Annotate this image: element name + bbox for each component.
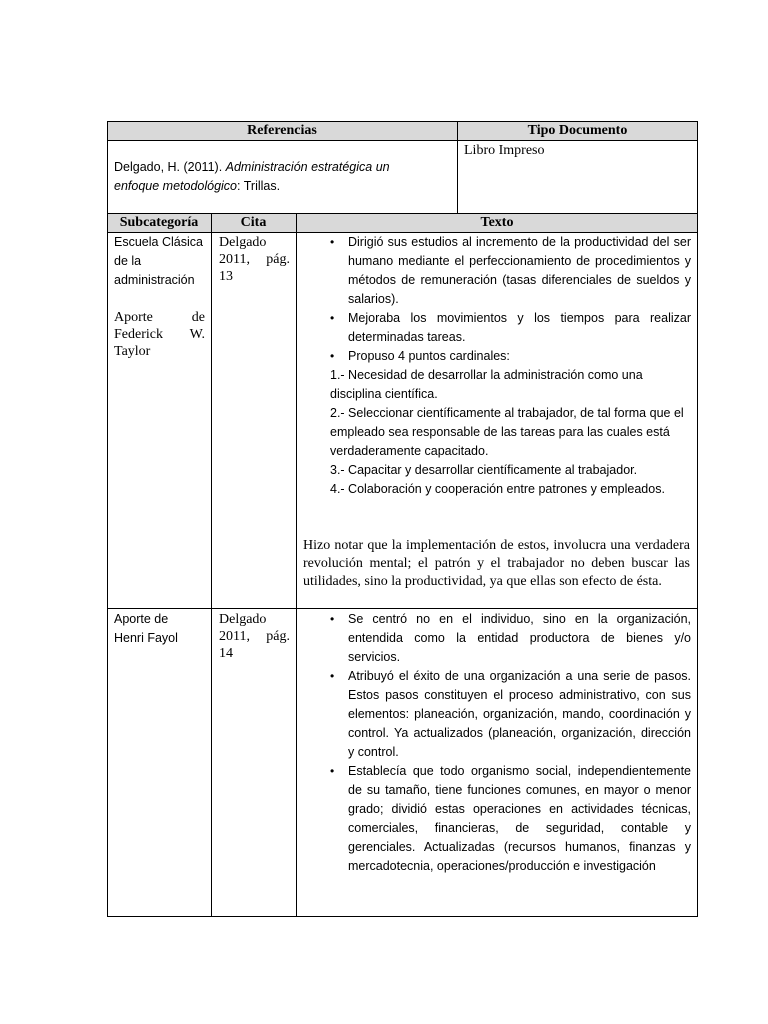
numbered-point: 3.- Capacitar y desarrollar científicamente al trabajador. [330, 463, 638, 477]
aporte-word: W. [189, 327, 205, 342]
list-item: • Propuso 4 puntos cardinales: [302, 347, 691, 366]
tipo-documento-header: Tipo Documento [527, 123, 628, 138]
cita-header: Cita [240, 215, 267, 230]
row-divider [107, 608, 698, 609]
bullet-icon: • [330, 764, 335, 778]
column-divider-2 [296, 213, 297, 917]
list-item: • Atribuyó el éxito de una organización a una serie de pasos. Estos pasos constituyen el proceso administrativo, con sus elementos: planeación, organización, mando, coordinación y control. Ya actualizados (planeación, organización, dirección y control. [330, 669, 691, 759]
numbered-point: 4.- Colaboración y cooperación entre patrones y empleados. [330, 482, 665, 496]
bullet-icon: • [330, 311, 335, 325]
subcategory-line: Escuela Clásica [114, 235, 203, 249]
bullet-icon: • [330, 235, 335, 249]
row1-cita [219, 234, 290, 285]
row1-text [302, 233, 691, 499]
reference-title-part1: Administración estratégica un [225, 160, 390, 174]
references-header-divider [107, 140, 698, 141]
cita-page-label: pág. [266, 629, 290, 644]
aporte-word: Aporte [114, 310, 153, 325]
list-item: • Establecía que todo organismo social, independientemente de su tamaño, tiene funciones comunes, en mayor o menor grado; dividió estas operaciones en actividades técnicas, comerciales, financieras, de seguridad, contable y gerenciales. Actualizadas (recursos humanos, finanzas y mercadotecnia, operaciones/producción e investigación [330, 764, 691, 873]
list-item: • Dirigió sus estudios al incremento de la productividad del ser humano mediante el perfeccionamiento de procedimientos y métodos de remuneración (tasas diferenciales de sueldos y salarios). [330, 235, 691, 306]
document-type-value: Libro Impreso [464, 143, 545, 158]
row1-subcategory [114, 233, 210, 290]
row1-bullet-list [302, 233, 691, 366]
aporte-word: de [191, 310, 205, 325]
list-item: • Se centró no en el individuo, sino en la organización, entendida como la entidad productora de bienes y/o servicios. [330, 612, 691, 664]
bullet-icon: • [330, 669, 335, 683]
row2-cita [219, 611, 290, 662]
subcategory-line: de la [114, 254, 142, 268]
numbered-point: 2.- Seleccionar científicamente al trabajador, de tal forma que el empleado sea responsable de las tareas para las cuales está verdaderamente capacitado. [330, 406, 684, 458]
cita-page-number: 13 [219, 269, 233, 284]
cita-page-number: 14 [219, 646, 233, 661]
reference-title-part2: enfoque metodológico [114, 179, 238, 193]
texto-header: Texto [480, 215, 514, 230]
cita-line: Delgado [219, 235, 267, 250]
subcategory-line: administración [114, 273, 195, 287]
row2-text [302, 610, 691, 916]
subcategoria-header: Subcategoría [119, 215, 199, 230]
bullet-icon: • [330, 612, 335, 626]
reference-publisher: : Trillas. [237, 179, 281, 193]
cita-page-label: pág. [266, 252, 290, 267]
cita-year: 2011, [219, 252, 250, 267]
reference-citation [114, 158, 454, 196]
bullet-icon: • [330, 349, 335, 363]
subcategory-line: Henri Fayol [114, 631, 178, 645]
aporte-word: Federick [114, 327, 163, 342]
aporte-word: Taylor [114, 344, 151, 359]
cita-year: 2011, [219, 629, 250, 644]
referencias-header: Referencias [247, 123, 317, 138]
row2-subcategory [114, 610, 210, 648]
list-item: • Mejoraba los movimientos y los tiempos para realizar determinadas tareas. [330, 311, 691, 344]
row1-aporte [114, 309, 205, 360]
cita-line: Delgado [219, 612, 267, 627]
row2-bullet-list [302, 610, 691, 876]
reference-author: Delgado, H. (2011). [114, 160, 226, 174]
subcategory-line: Aporte de [114, 612, 169, 626]
row1-closing-paragraph: Hizo notar que la implementación de estos, involucra una verdadera revolución mental; el patrón y el trabajador no deben buscar las utilidades, sino la productividad, ya que ellas son efecto de ésta. [303, 538, 690, 589]
numbered-point: 1.- Necesidad de desarrollar la administración como una disciplina científica. [330, 368, 643, 401]
column-divider-1 [211, 213, 212, 917]
